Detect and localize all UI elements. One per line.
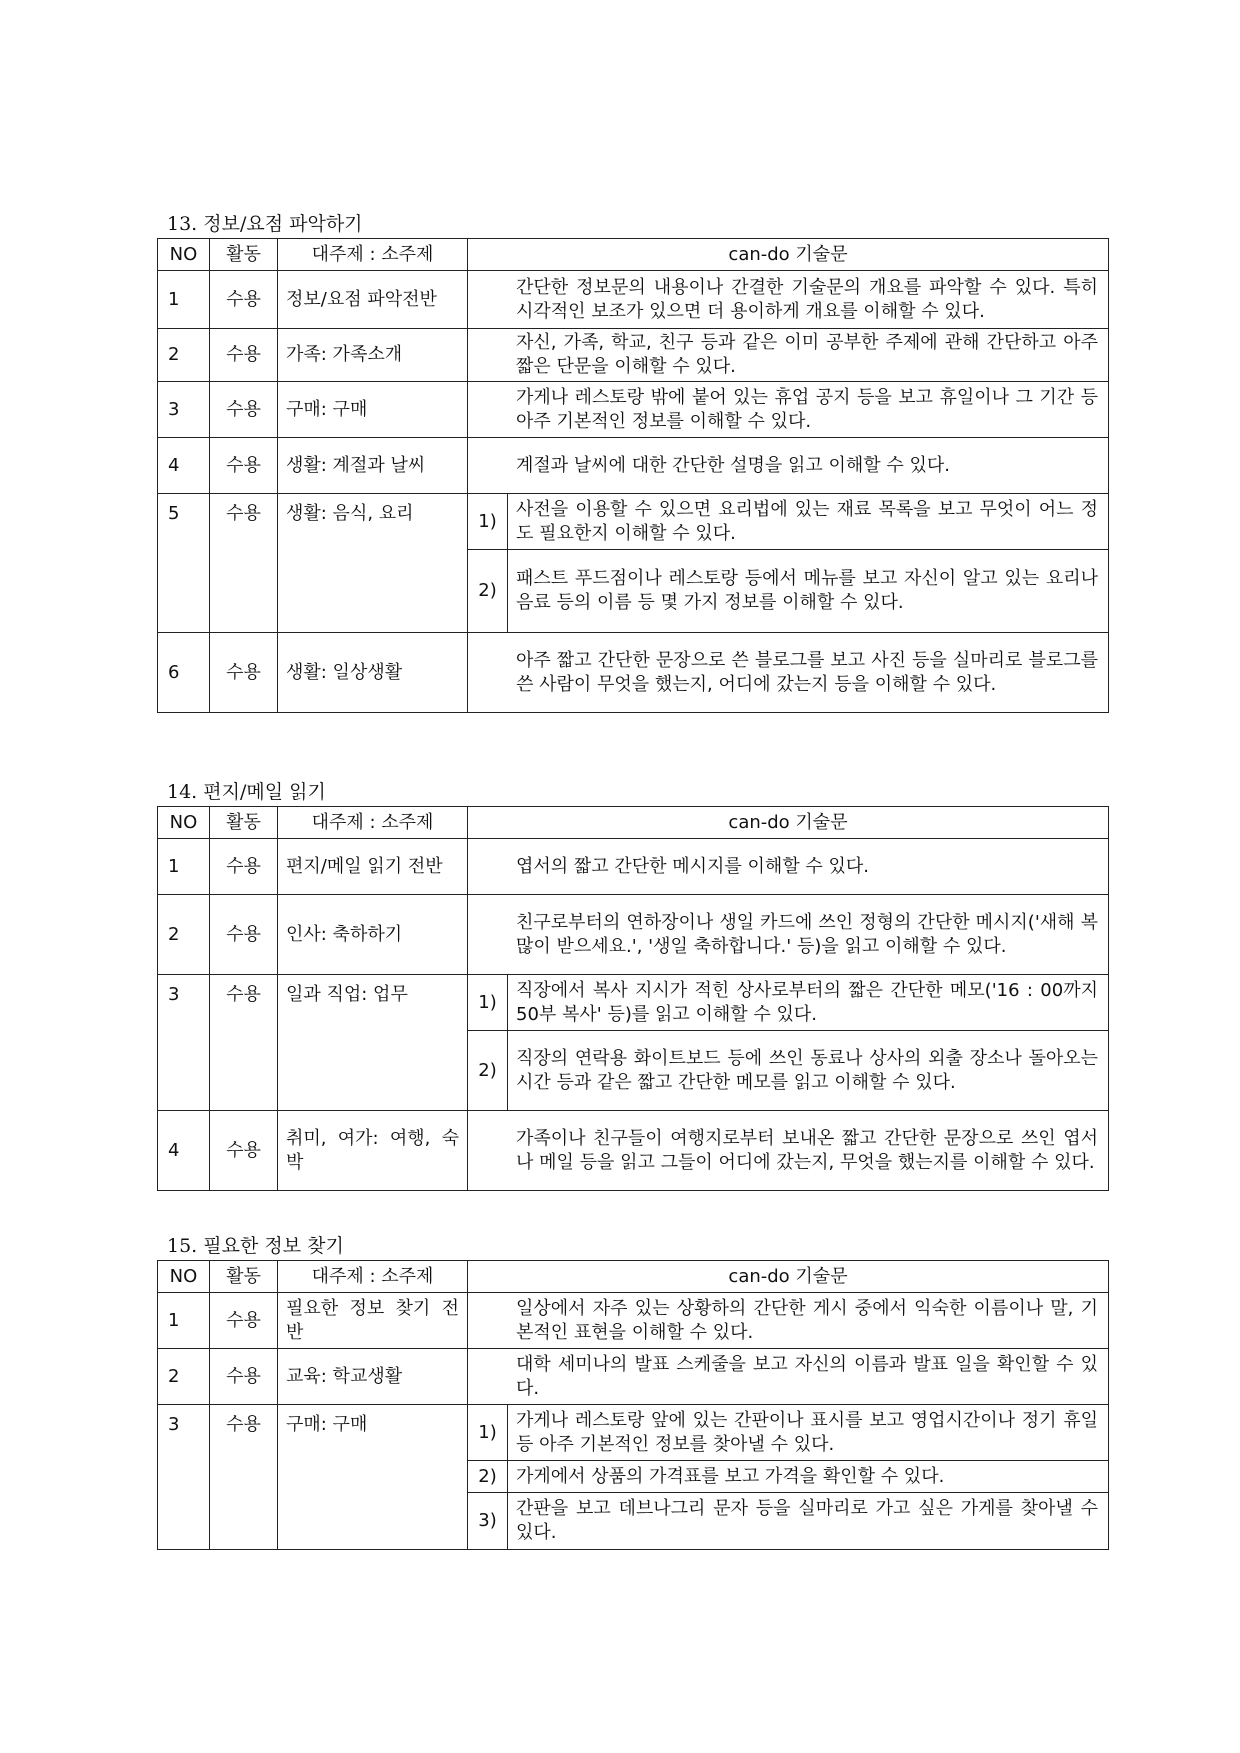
row-no: 3	[158, 382, 210, 438]
header-topic: 대주제 : 소주제	[278, 239, 468, 271]
row-activity: 수용	[210, 1111, 278, 1191]
table-row	[158, 975, 1109, 1031]
table-row	[158, 382, 1109, 438]
row-topic: 정보/요점 파악전반	[278, 271, 468, 329]
row-no: 2	[158, 1349, 210, 1405]
row-statement: 계절과 날씨에 대한 간단한 설명을 읽고 이해할 수 있다.	[468, 438, 1109, 494]
row-topic: 구매: 구매	[278, 382, 468, 438]
row-no: 3	[158, 1405, 210, 1550]
row-statement: 간단한 정보문의 내용이나 간결한 기술문의 개요를 파악할 수 있다. 특히 시각적인 보조가 있으면 더 용이하게 개요를 이해할 수 있다.	[468, 271, 1109, 329]
section-title: 13. 정보/요점 파악하기	[167, 213, 363, 235]
table-row	[158, 494, 1109, 550]
row-topic: 생활: 계절과 날씨	[278, 438, 468, 494]
header-statement: can-do 기술문	[468, 807, 1109, 839]
row-statement: 가족이나 친구들이 여행지로부터 보내온 짧고 간단한 문장으로 쓰인 엽서나 메일 등을 읽고 그들이 어디에 갔는지, 무엇을 했는지를 이해할 수 있다.	[468, 1111, 1109, 1191]
header-no: NO	[158, 807, 210, 839]
row-activity: 수용	[210, 494, 278, 633]
header-row	[158, 1261, 1109, 1293]
table-row	[158, 1293, 1109, 1349]
row-no: 4	[158, 438, 210, 494]
sub-item-number: 1)	[468, 975, 508, 1031]
header-activity: 활동	[210, 1261, 278, 1293]
row-statement: 아주 짧고 간단한 문장으로 쓴 블로그를 보고 사진 등을 실마리로 블로그를 쓴 사람이 무엇을 했는지, 어디에 갔는지 등을 이해할 수 있다.	[468, 633, 1109, 713]
sub-item-number: 3)	[468, 1493, 508, 1550]
header-topic: 대주제 : 소주제	[278, 1261, 468, 1293]
row-activity: 수용	[210, 633, 278, 713]
header-statement: can-do 기술문	[468, 239, 1109, 271]
sub-item-number: 2)	[468, 1031, 508, 1111]
row-activity: 수용	[210, 1405, 278, 1550]
table-row	[158, 839, 1109, 895]
row-statement: 직장에서 복사 지시가 적힌 상사로부터의 짧은 간단한 메모('16 : 00까지 50부 복사' 등)를 읽고 이해할 수 있다.	[508, 975, 1109, 1031]
sub-item-number: 1)	[468, 494, 508, 550]
table-row	[158, 438, 1109, 494]
row-statement: 엽서의 짧고 간단한 메시지를 이해할 수 있다.	[468, 839, 1109, 895]
row-activity: 수용	[210, 839, 278, 895]
header-statement: can-do 기술문	[468, 1261, 1109, 1293]
can-do-table	[157, 806, 1109, 1191]
row-topic: 가족: 가족소개	[278, 329, 468, 382]
row-activity: 수용	[210, 382, 278, 438]
row-no: 1	[158, 839, 210, 895]
section-title: 14. 편지/메일 읽기	[167, 781, 326, 803]
row-no: 4	[158, 1111, 210, 1191]
table-row	[158, 271, 1109, 329]
table-row	[158, 329, 1109, 382]
row-topic: 일과 직업: 업무	[278, 975, 468, 1111]
header-topic: 대주제 : 소주제	[278, 807, 468, 839]
table-row	[158, 1111, 1109, 1191]
header-row	[158, 239, 1109, 271]
row-topic: 필요한 정보 찾기 전반	[278, 1293, 468, 1349]
row-activity: 수용	[210, 271, 278, 329]
row-activity: 수용	[210, 1349, 278, 1405]
row-no: 2	[158, 329, 210, 382]
row-statement: 일상에서 자주 있는 상황하의 간단한 게시 중에서 익숙한 이름이나 말, 기본적인 표현을 이해할 수 있다.	[468, 1293, 1109, 1349]
table-row	[158, 895, 1109, 975]
header-activity: 활동	[210, 239, 278, 271]
row-statement: 대학 세미나의 발표 스케줄을 보고 자신의 이름과 발표 일을 확인할 수 있다.	[468, 1349, 1109, 1405]
section-13	[157, 210, 1109, 713]
table-row	[158, 633, 1109, 713]
row-statement: 사전을 이용할 수 있으면 요리법에 있는 재료 목록을 보고 무엇이 어느 정도 필요한지 이해할 수 있다.	[508, 494, 1109, 550]
row-topic: 생활: 음식, 요리	[278, 494, 468, 633]
sub-item-number: 1)	[468, 1405, 508, 1461]
row-activity: 수용	[210, 895, 278, 975]
section-title: 15. 필요한 정보 찾기	[167, 1235, 344, 1257]
sub-item-number: 2)	[468, 550, 508, 633]
header-activity: 활동	[210, 807, 278, 839]
section-15	[157, 1232, 1109, 1550]
row-statement: 패스트 푸드점이나 레스토랑 등에서 메뉴를 보고 자신이 알고 있는 요리나 음료 등의 이름 등 몇 가지 정보를 이해할 수 있다.	[508, 550, 1109, 633]
row-no: 2	[158, 895, 210, 975]
row-activity: 수용	[210, 438, 278, 494]
row-activity: 수용	[210, 975, 278, 1111]
row-activity: 수용	[210, 1293, 278, 1349]
row-statement: 친구로부터의 연하장이나 생일 카드에 쓰인 정형의 간단한 메시지('새해 복 많이 받으세요.', '생일 축하합니다.' 등)을 읽고 이해할 수 있다.	[468, 895, 1109, 975]
row-statement: 자신, 가족, 학교, 친구 등과 같은 이미 공부한 주제에 관해 간단하고 아주 짧은 단문을 이해할 수 있다.	[468, 329, 1109, 382]
row-no: 1	[158, 271, 210, 329]
row-topic: 생활: 일상생활	[278, 633, 468, 713]
header-row	[158, 807, 1109, 839]
row-topic: 취미, 여가: 여행, 숙박	[278, 1111, 468, 1191]
row-statement: 직장의 연락용 화이트보드 등에 쓰인 동료나 상사의 외출 장소나 돌아오는 시간 등과 같은 짧고 간단한 메모를 읽고 이해할 수 있다.	[508, 1031, 1109, 1111]
row-no: 1	[158, 1293, 210, 1349]
row-statement: 가게나 레스토랑 앞에 있는 간판이나 표시를 보고 영업시간이나 정기 휴일 등 아주 기본적인 정보를 찾아낼 수 있다.	[508, 1405, 1109, 1461]
table-row	[158, 1405, 1109, 1461]
row-topic: 인사: 축하하기	[278, 895, 468, 975]
header-no: NO	[158, 239, 210, 271]
sub-item-number: 2)	[468, 1461, 508, 1493]
row-statement: 가게나 레스토랑 밖에 붙어 있는 휴업 공지 등을 보고 휴일이나 그 기간 등 아주 기본적인 정보를 이해할 수 있다.	[468, 382, 1109, 438]
can-do-table	[157, 238, 1109, 713]
can-do-table	[157, 1260, 1109, 1550]
row-no: 5	[158, 494, 210, 633]
table-row	[158, 1349, 1109, 1405]
row-statement: 가게에서 상품의 가격표를 보고 가격을 확인할 수 있다.	[508, 1461, 1109, 1493]
row-no: 3	[158, 975, 210, 1111]
row-statement: 간판을 보고 데브나그리 문자 등을 실마리로 가고 싶은 가게를 찾아낼 수 있다.	[508, 1493, 1109, 1550]
row-topic: 교육: 학교생활	[278, 1349, 468, 1405]
section-14	[157, 778, 1109, 1191]
header-no: NO	[158, 1261, 210, 1293]
row-activity: 수용	[210, 329, 278, 382]
row-no: 6	[158, 633, 210, 713]
row-topic: 편지/메일 읽기 전반	[278, 839, 468, 895]
row-topic: 구매: 구매	[278, 1405, 468, 1550]
